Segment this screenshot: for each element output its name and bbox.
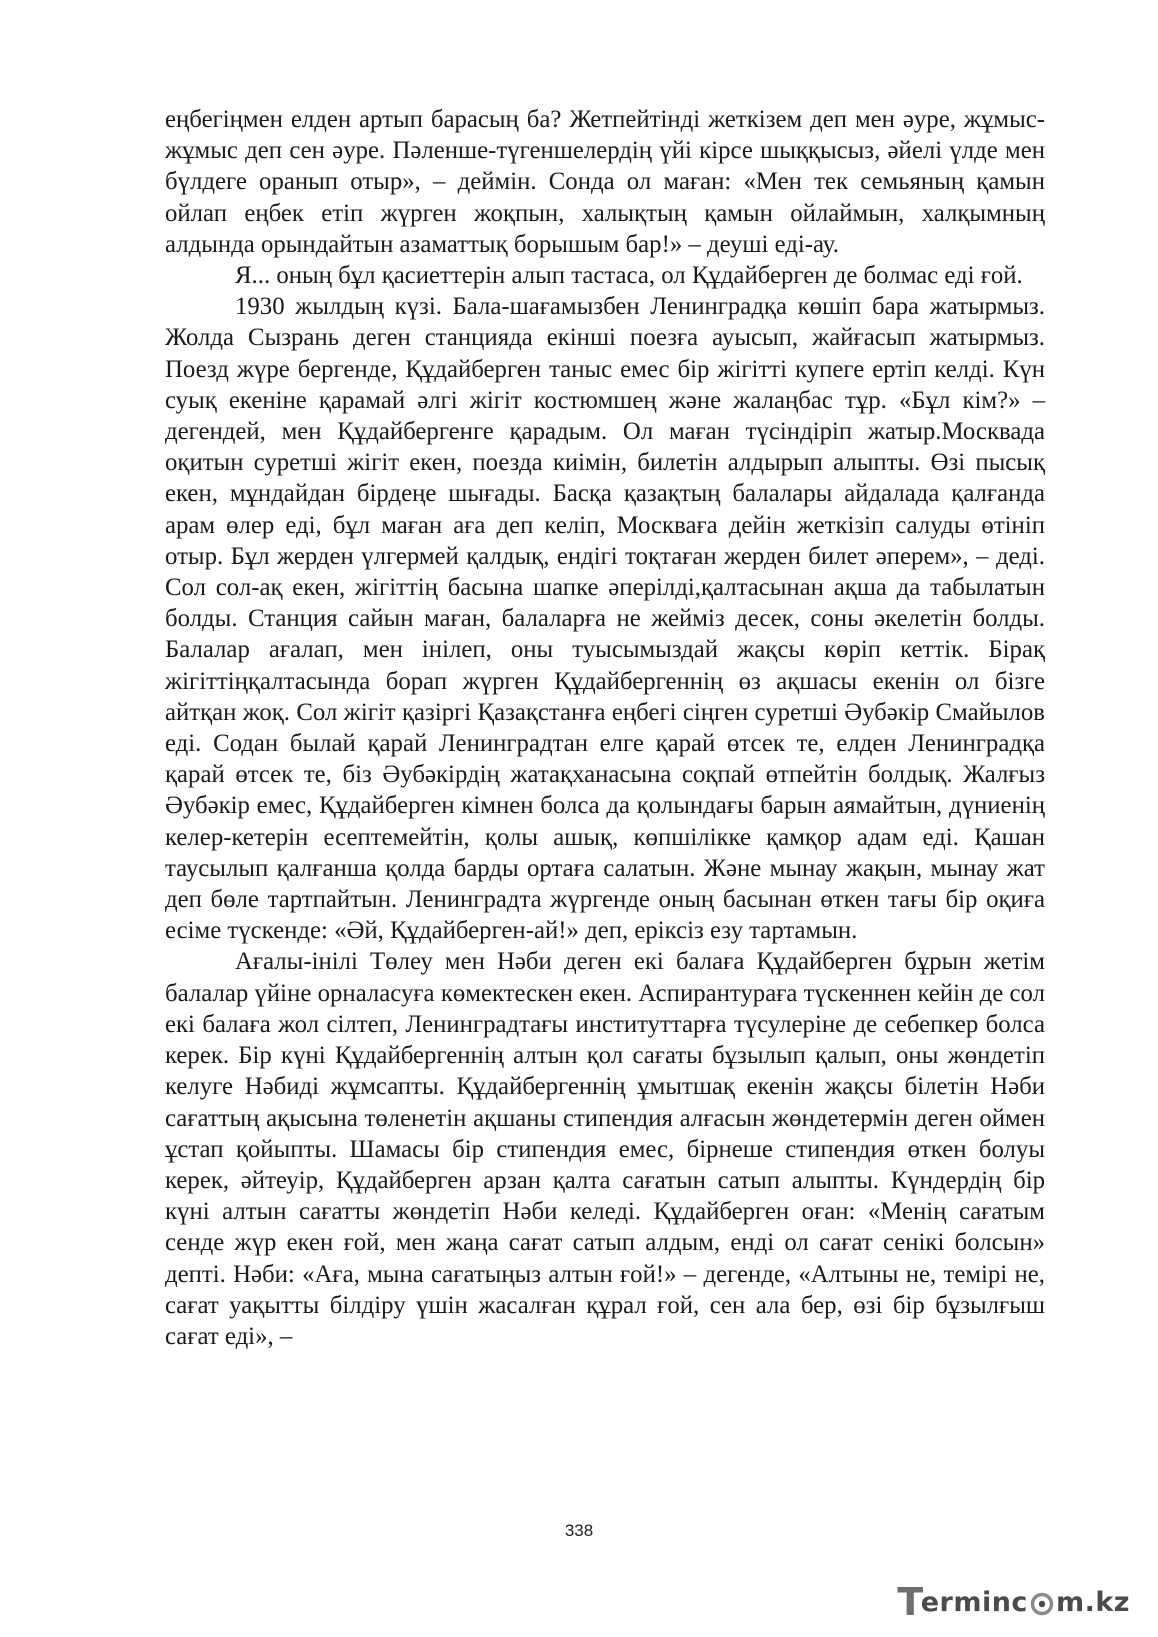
termincom-logo[interactable] [897,1580,1130,1624]
body-text [165,104,1045,1352]
paragraph-4: Ағалы-інілі Төлеу мен Нәби деген екі балаға Құдайберген бұрын жетім балалар үйіне орналасуға көмектескен екен. Аспирантураға түскеннен кейін де сол екі балаға жол сілтеп, Ленинградтағы институттарға түсулеріне де себепкер болса керек. Бір күні Құдайбергеннің алтын қол сағаты бұзылып қалып, оны жөндетіп келуге Нәбиді жұмсапты. Құдайбергеннің ұмытшақ екенін жақсы білетін Нәби сағаттың ақысына төленетін ақшаны стипендия алғасын жөндетермін деген оймен ұстап қойыпты. Шамасы бір стипендия емес, бірнеше стипендия өткен болуы керек, әйтеуір, Құдайберген арзан қалта сағатын сатып алыпты. Күндердің бір күні алтын сағатты жөндетіп Нәби келеді. Құдайберген оған: «Менің сағатым сенде жүр екен ғой, мен жаңа сағат сатып алдым, енді ол сағат сенікі болсын» депті. Нәби: «Аға, мына сағатыңыз алтын ғой!» – дегенде, «Алтыны не, темірі не, сағат уақытты білдіру үшін жасалған құрал ғой, сен ала бер, өзі бір бұзылғыш сағат еді», – [165,948,1045,1350]
page-number: 338 [564,1521,594,1540]
logo-text-end: m.kz [1055,1586,1130,1618]
paragraph-2: Я... оның бұл қасиеттерін алып тастаса, ол Құдайберген де болмас еді ғой. [235,262,1023,290]
logo-ring-icon [1029,1591,1055,1617]
logo-letter-t: T [897,1580,924,1624]
paragraph-3: 1930 жылдың күзі. Бала-шағамызбен Ленинградқа көшіп бара жатырмыз. Жолда Сызрань деген станцияда екінші поезға ауысып, жайғасып жатырмыз. Поезд жүре бергенде, Құдайберген таныс емес бір жігітті купеге ертіп келді. Күн суық екеніне қарамай әлгі жігіт костюмшең және жалаңбас тұр. «Бұл кім?» – дегендей, мен Құдайбергенге қарадым. Ол маған түсіндіріп жатыр.Москвада оқитын суретші жігіт екен, поезда киімін, билетін алдырып алыпты. Өзі пысық екен, мұндайдан бірдеңе шығады. Басқа қазақтың балалары айдалада қалғанда арам өлер еді, бұл маған аға деп келіп, Москваға дейін жеткізіп салуды өтініп отыр. Бұл жерден үлгермей қалдық, ендігі тоқтаған жерден билет әперем», – деді. Сол сол-ақ екен, жігіттің басына шапке әперілді,қалтасынан ақша да табылатын болды. Станция сайын маған, балаларға не жейміз десек, соны әкелетін болды. Балалар ағалап, мен інілеп, оны туысымыздай жақсы көріп кеттік. Бірақ жігіттіңқалтасында борап жүрген Құдайбергеннің өз ақшасы екенін ол бізге айтқан жоқ. Сол жігіт қазіргі Қазақстанға еңбегі сіңген суретші Әубәкір Смайылов еді. Содан былай қарай Ленинградтан елге қарай өтсек те, елден Ленинградқа қарай өтсек те, біз Әубәкірдің жатақханасына соқпай өтпейтін болдық. Жалғыз Әубәкір емес, Құдайберген кімнен болса да қолындағы барын аямайтын, дүниенің келер-кетерін есептемейтін, қолы ашық, көпшілікке қамқор адам еді. Қашан таусылып қалғанша қолда барды ортаға салатын. Және мынау жақын, мынау жат деп бөле тартпайтын. Ленинградта жүргенде оның басынан өткен тағы бір оқиға есіме түскенде: «Әй, Құдайберген-ай!» деп, еріксіз езу тартамын. [165,293,1045,945]
logo-text-middle: erminc [920,1586,1028,1618]
paragraph-1: еңбегіңмен елден артып барасың ба? Жетпейтінді жеткізем деп мен әуре, жұмыс-жұмыс деп сен әуре. Пәленше-түгеншелердің үйі кірсе шыққысыз, әйелі үлде мен бүлдеге оранып отыр», – деймін. Сонда ол маған: «Мен тек семьяның қамын ойлап еңбек етіп жүрген жоқпын, халықтың қамын ойлаймын, халқымның алдында орындайтын азаматтық борышым бар!» – деуші еді-ау. [165,106,1045,258]
